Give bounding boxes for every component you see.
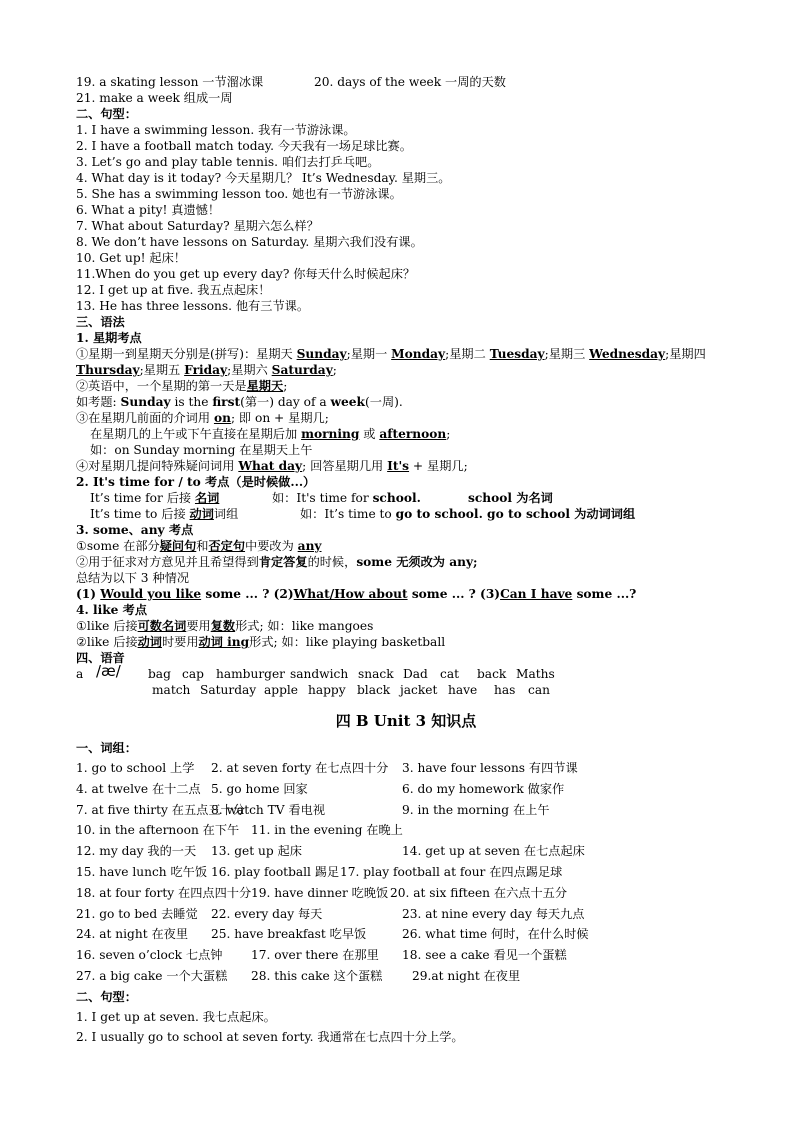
phonics-word: have — [448, 683, 478, 697]
unit-sentence-list — [76, 1007, 736, 1047]
text: ①like 后接 — [76, 619, 138, 633]
phonetic-symbol: /æ/ — [96, 662, 121, 680]
weekday-spelling-line — [76, 362, 736, 378]
sentence-line: 1. I have a swimming lesson. 我有一节游泳课。 — [76, 123, 356, 137]
answer: 动词 ing — [198, 635, 250, 649]
phonics-word: happy — [308, 683, 346, 697]
phonics-word: snack — [358, 667, 394, 681]
phrase-cell: 25. have breakfast 吃早饭 — [211, 927, 367, 942]
phonics-word: can — [528, 683, 550, 697]
phonics-word: hamburger — [216, 667, 285, 681]
text: 中要改为 — [245, 539, 298, 553]
text: ①星期一到星期天分别是(拼写)：星期天 — [76, 347, 297, 361]
answer: 否定句 — [208, 539, 246, 553]
sentence-line: 12. I get up at five. 我五点起床！ — [76, 283, 271, 297]
text: 形式; 如：like mangoes — [235, 619, 374, 633]
section-heading: 二、句型： — [76, 989, 137, 1004]
phrase-row — [76, 779, 736, 800]
phrase-cell: 8. watch TV 看电视 — [211, 802, 326, 817]
phrase-20: 20. days of the week 一周的天数 — [314, 75, 506, 89]
phonics-word: Maths — [516, 667, 555, 681]
sentence-line: 10. Get up! 起床！ — [76, 251, 186, 265]
phrase-row — [76, 758, 736, 779]
phonics-word: cat — [440, 667, 459, 681]
text: ; — [332, 363, 337, 377]
sentence-line: 3. Let’s go and play table tennis. 咱们去打乒乓吧。 — [76, 155, 380, 169]
phonics-row — [76, 662, 736, 682]
example-line: 如：on Sunday morning 在星期天上午 — [90, 443, 313, 457]
sentence-line: 6. What a pity! 真遗憾！ — [76, 203, 221, 217]
keyword: 肯定答复 — [258, 555, 308, 569]
phrase-cell: 17. over there 在那里 — [251, 948, 379, 963]
phrase-cell: 4. at twelve 在十二点 — [76, 781, 201, 796]
phrase-cell: 5. go home 回家 — [211, 781, 308, 796]
sentence-line: 11.When do you get up every day? 你每天什么时候起床？ — [76, 267, 416, 281]
answer: What day — [238, 459, 303, 473]
phrase-cell: 23. at nine every day 每天九点 — [402, 906, 585, 921]
answer: Friday — [184, 363, 228, 377]
phrase-table — [76, 758, 736, 987]
phrase-cell: 26. what time 何时，在什么时候 — [402, 927, 589, 942]
text: (一周). — [365, 395, 403, 409]
keyword: school. — [372, 491, 421, 505]
text: ①some 在部分 — [76, 539, 160, 553]
text: ; 回答星期几用 — [302, 459, 388, 473]
answer: 星期天 — [246, 379, 284, 393]
text: 和 — [196, 539, 209, 553]
phrase-cell: 12. my day 我的一天 — [76, 844, 197, 859]
grammar-point-title: 1. 星期考点 — [76, 331, 142, 345]
section-heading: 四、语音 — [76, 651, 125, 665]
phonics-word: Saturday — [200, 683, 257, 697]
phrase-cell: 16. seven o’clock 七点钟 — [76, 948, 223, 963]
text: ; — [446, 427, 451, 441]
keyword: go to school. go to school 为动词词组 — [395, 507, 636, 521]
phonics-word: Dad — [403, 667, 428, 681]
answer: any — [297, 539, 322, 553]
text: 词组 — [213, 507, 239, 521]
phonics-word: back — [477, 667, 507, 681]
grammar-line — [76, 426, 736, 442]
grammar-point-title: 2. It's time for / to 考点（是时候做...） — [76, 475, 316, 489]
phrase-cell: 29.at night 在夜里 — [412, 968, 521, 983]
phrase-cell: 14. get up at seven 在七点起床 — [402, 844, 585, 859]
answer: What/How about — [293, 587, 408, 601]
answer: Can I have — [500, 587, 573, 601]
text: ;星期五 — [139, 363, 185, 377]
phrase-cell: 3. have four lessons 有四节课 — [402, 761, 578, 775]
sentence-line: 13. He has three lessons. 他有三节课。 — [76, 299, 310, 313]
note: school 为名词 — [468, 491, 553, 505]
phrase-cell: 16. play football 踢足 — [211, 864, 340, 879]
phonics-word: match — [152, 683, 191, 697]
phrase-row — [76, 862, 736, 883]
phonics-word: sandwich — [290, 667, 349, 681]
text: some ...? — [572, 587, 637, 601]
phonics-letter: a — [76, 667, 84, 681]
unit-title: 四 B Unit 3 知识点 — [335, 712, 477, 730]
keyword: some 无须改为 any; — [356, 555, 478, 569]
phrase-21: 21. make a week 组成一周 — [76, 91, 233, 105]
phrase-cell: 18. at four forty 在四点四十分 — [76, 885, 252, 900]
phrase-row — [76, 924, 736, 945]
section-heading: 三、语法 — [76, 315, 125, 329]
phrase-cell: 15. have lunch 吃午饭 — [76, 864, 208, 879]
phrase-row — [76, 841, 736, 862]
weekday-spelling-line — [76, 346, 736, 362]
text: 的时候， — [307, 555, 357, 569]
answer: 动词 — [137, 635, 162, 649]
grammar-line — [76, 410, 736, 426]
answer: 可数名词 — [137, 619, 187, 633]
text: ;星期一 — [346, 347, 392, 361]
answer: Wednesday — [589, 347, 666, 361]
text: ④对星期几提问特殊疑问词用 — [76, 459, 239, 473]
text: It’s time to 后接 — [90, 507, 190, 521]
text: some ... ? (2) — [201, 587, 294, 601]
sentence-line: 5. She has a swimming lesson too. 她也有一节游泳课。 — [76, 187, 402, 201]
sentence-line: 2. I have a football match today. 今天我有一场足球比赛。 — [76, 139, 412, 153]
phrase-cell: 28. this cake 这个蛋糕 — [251, 968, 383, 983]
text: ③在星期几前面的介词用 — [76, 411, 214, 425]
text: ;星期三 — [544, 347, 590, 361]
text: + 星期几; — [409, 459, 468, 473]
phrase-row — [76, 800, 736, 821]
keyword: Sunday — [120, 395, 171, 409]
phonics-row — [76, 682, 736, 698]
grammar-point-title: 3. some、any 考点 — [76, 523, 194, 537]
text: ; — [283, 379, 288, 393]
grammar-point-title: 4. like 考点 — [76, 603, 148, 617]
text-line — [76, 74, 736, 90]
text: ;星期二 — [445, 347, 490, 361]
answer: 复数 — [210, 619, 236, 633]
answer: 名词 — [194, 491, 220, 505]
sentence-line: 1. I get up at seven. 我七点起床。 — [76, 1009, 276, 1024]
phonics-word: bag — [148, 667, 171, 681]
sentence-list — [76, 122, 736, 314]
phrase-cell: 9. in the morning 在上午 — [402, 802, 550, 817]
phrase-cell: 2. at seven forty 在七点四十分 — [211, 761, 389, 775]
phrase-row — [76, 883, 736, 904]
phrase-cell: 24. at night 在夜里 — [76, 927, 189, 942]
phrase-cell: 27. a big cake 一个大蛋糕 — [76, 968, 228, 983]
phrase-cell: 17. play football at four 在四点踢足球 — [340, 864, 563, 879]
sentence-line: 4. What day is it today? 今天星期几？ It’s Wednesday. 星期三。 — [76, 171, 451, 185]
text: 时要用 — [161, 635, 199, 649]
phrase-row — [76, 966, 736, 987]
phrase-cell: 1. go to school 上学 — [76, 761, 195, 775]
phonics-word: jacket — [400, 683, 438, 697]
phrase-cell: 10. in the afternoon 在下午 — [76, 823, 240, 838]
text: ②用于征求对方意见并且希望得到 — [76, 555, 259, 569]
text: some ... ? (3) — [407, 587, 501, 601]
phrase-cell: 22. every day 每天 — [211, 906, 323, 921]
answer: 动词 — [189, 507, 214, 521]
phrase-row — [76, 820, 736, 841]
grammar-line — [76, 458, 736, 474]
text: (第一) day of a — [240, 395, 331, 409]
text: 如：It’s time to — [300, 507, 396, 521]
grammar-line — [76, 394, 736, 410]
phrase-row — [76, 945, 736, 966]
grammar-line — [76, 490, 736, 506]
phrase-cell: 20. at six fifteen 在六点十五分 — [390, 885, 568, 900]
keyword: first — [212, 395, 241, 409]
phonics-word: apple — [264, 683, 298, 697]
grammar-line — [76, 554, 736, 570]
text: 如：It's time for — [272, 491, 373, 505]
example — [300, 506, 635, 522]
answer: morning — [301, 427, 360, 441]
phrase-19: 19. a skating lesson 一节溜冰课 — [76, 75, 264, 89]
grammar-line — [76, 378, 736, 394]
grammar-line — [76, 618, 736, 634]
answer: Thursday — [76, 363, 140, 377]
phonics-word: black — [357, 683, 391, 697]
phrase-cell: 19. have dinner 吃晚饭 — [251, 885, 389, 900]
phrase-cell: 18. see a cake 看见一个蛋糕 — [402, 948, 567, 963]
answer: 疑问句 — [159, 539, 197, 553]
text: 形式; 如：like playing basketball — [249, 635, 446, 649]
section-heading: 一、词组： — [76, 741, 137, 755]
grammar-line — [76, 506, 736, 522]
answer: Monday — [391, 347, 446, 361]
text: ; 即 on + 星期几; — [230, 411, 329, 425]
phonics-word: cap — [182, 667, 204, 681]
text: ;星期四 — [665, 347, 706, 361]
text: 在星期几的上午或下午直接在星期后加 — [90, 427, 302, 441]
text: ②英语中，一个星期的第一天是 — [76, 379, 247, 393]
answer: Sunday — [296, 347, 347, 361]
text: It’s time for 后接 — [90, 491, 195, 505]
grammar-line — [76, 586, 736, 602]
sentence-line: 7. What about Saturday? 星期六怎么样？ — [76, 219, 319, 233]
phrase-cell: 11. in the evening 在晚上 — [251, 823, 403, 838]
text: ②like 后接 — [76, 635, 138, 649]
answer: on — [213, 411, 231, 425]
answer: Would you like — [100, 587, 202, 601]
phrase-cell: 13. get up 起床 — [211, 844, 302, 859]
grammar-line — [76, 634, 736, 650]
example — [272, 490, 421, 506]
sentence-line: 8. We don’t have lessons on Saturday. 星期六我们没有课。 — [76, 235, 423, 249]
grammar-line: 总结为以下 3 种情况 — [76, 571, 190, 585]
answer: Tuesday — [489, 347, 545, 361]
section-heading: 二、句型： — [76, 107, 137, 121]
phrase-row — [76, 904, 736, 925]
document-page — [76, 74, 736, 1047]
grammar-line — [76, 538, 736, 554]
text: 要用 — [186, 619, 211, 633]
text: ;星期六 — [227, 363, 272, 377]
answer: It's — [387, 459, 410, 473]
text: (1) — [76, 587, 101, 601]
text: is the — [170, 395, 213, 409]
answer: afternoon — [379, 427, 447, 441]
phrase-cell: 21. go to bed 去睡觉 — [76, 906, 198, 921]
phrase-cell: 7. at five thirty 在五点三十分 — [76, 802, 245, 817]
sentence-line: 2. I usually go to school at seven forty. 我通常在七点四十分上学。 — [76, 1029, 464, 1044]
keyword: week — [330, 395, 365, 409]
phonics-word: has — [494, 683, 516, 697]
text: 如考题: — [76, 395, 121, 409]
phrase-cell: 6. do my homework 做家作 — [402, 781, 565, 796]
answer: Saturday — [271, 363, 333, 377]
text: 或 — [359, 427, 380, 441]
